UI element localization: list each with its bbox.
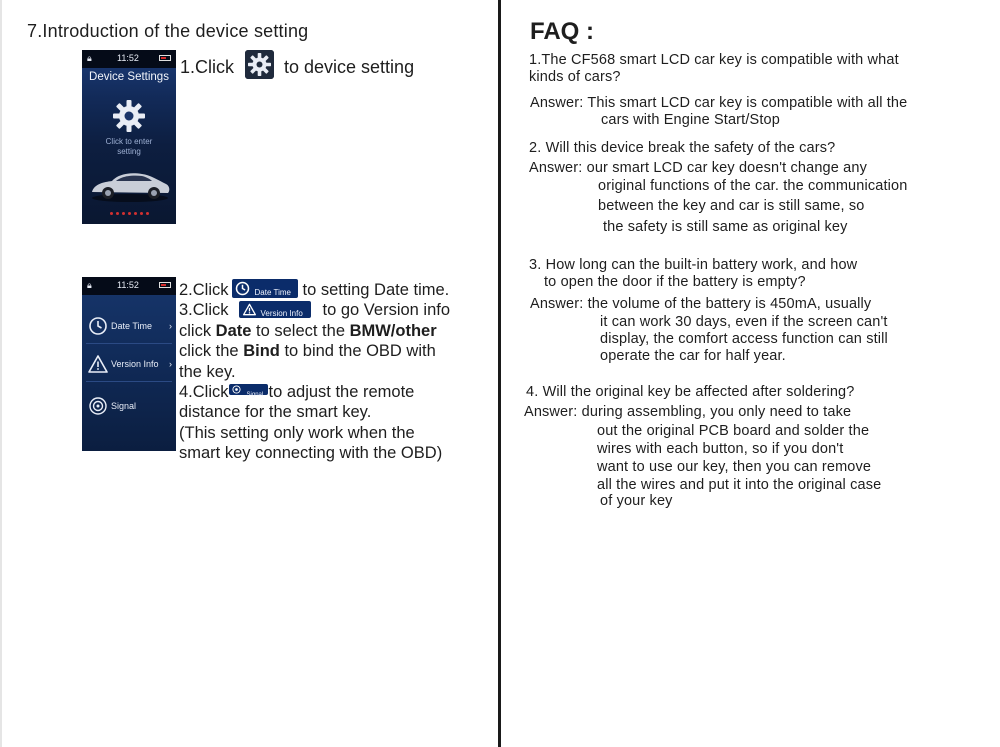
status-time: 11:52 <box>117 53 139 63</box>
settings-menu-screenshot <box>82 277 176 451</box>
menu-separator <box>86 381 172 382</box>
car-icon <box>88 162 172 204</box>
faq-a3-line-3: display, the comfort access function can still <box>600 331 888 347</box>
faq-title: FAQ : <box>530 18 594 45</box>
section-title: 7.Introduction of the device setting <box>27 21 309 41</box>
lock-icon: 🔒︎ <box>87 280 92 290</box>
lock-icon: 🔒︎ <box>87 53 92 63</box>
status-bar <box>82 50 176 68</box>
step1-text: 1.Click <box>180 57 235 77</box>
faq-a2-line-2: original functions of the car. the communication <box>598 178 908 194</box>
status-bar <box>82 277 176 295</box>
signal-icon <box>88 396 108 416</box>
faq-q3-line-2: to open the door if the battery is empty? <box>544 274 806 290</box>
faq-q1-line-2: kinds of cars? <box>529 69 621 85</box>
menu-item-date-time <box>82 313 176 341</box>
menu-separator <box>86 343 172 344</box>
battery-icon <box>159 282 171 288</box>
bind-line: click the Bind to bind the OBD with <box>179 342 436 361</box>
column-divider <box>498 0 501 747</box>
faq-q2-line-1: 2. Will this device break the safety of the cars? <box>529 140 836 156</box>
menu-item-label: Signal <box>111 401 137 411</box>
faq-a2-line-4: the safety is still same as original key <box>603 219 848 235</box>
settings-gear-button-icon <box>245 50 274 79</box>
faq-q3-line-1: 3. How long can the built-in battery work, and how <box>529 257 858 273</box>
step4-line: 4.Click Signal to adjust the remote <box>179 382 415 401</box>
faq-a3-line-2: it can work 30 days, even if the screen can't <box>600 314 888 330</box>
date-line: click Date to select the BMW/other <box>179 321 437 340</box>
faq-a2-line-1: Answer: our smart LCD car key doesn't change any <box>529 160 867 176</box>
faq-a3-line-1: Answer: the volume of the battery is 450mA, usually <box>530 296 872 312</box>
distance-line: distance for the smart key. <box>179 403 372 422</box>
step3-line: 3.Click Version Info to go Version info <box>179 301 451 320</box>
note-line-1: (This setting only work when the <box>179 423 415 442</box>
warning-triangle-icon <box>88 354 108 374</box>
step2-line: 2.Click Date Time to setting Date time. <box>179 281 450 299</box>
warning-triangle-icon <box>242 303 257 316</box>
screen-hint: Click to enter setting <box>105 137 153 156</box>
signal-icon <box>232 385 241 394</box>
menu-item-version-info <box>82 351 176 379</box>
gear-icon <box>111 98 147 134</box>
status-time: 11:52 <box>117 280 139 290</box>
page-edge <box>0 0 2 747</box>
clock-icon <box>235 281 250 296</box>
key-line: the key. <box>179 362 236 381</box>
faq-a4-line-6: of your key <box>600 493 673 509</box>
signal-button: Signal <box>229 384 268 395</box>
steps-text <box>179 280 495 464</box>
note-line-2: smart key connecting with the OBD) <box>179 444 443 463</box>
chevron-right-icon: › <box>169 359 172 369</box>
faq-q4-line-1: 4. Will the original key be affected after soldering? <box>526 384 855 400</box>
clock-icon <box>88 316 108 336</box>
faq-a4-line-3: wires with each button, so if you don't <box>597 441 844 457</box>
page-indicator <box>110 212 149 215</box>
battery-icon <box>159 55 171 61</box>
chevron-right-icon: › <box>169 321 172 331</box>
faq-a4-line-4: want to use our key, then you can remove <box>597 459 872 475</box>
faq-a4-line-2: out the original PCB board and solder the <box>597 423 870 439</box>
faq-a1-line-2: cars with Engine Start/Stop <box>601 112 780 128</box>
step1-suffix: to device setting <box>284 57 415 77</box>
faq-q1-line-1: 1.The CF568 smart LCD car key is compatible with what <box>529 52 899 68</box>
menu-item-signal <box>82 393 176 421</box>
faq-a4-line-1: Answer: during assembling, you only need to take <box>524 404 852 420</box>
device-settings-screenshot <box>82 50 176 224</box>
faq-a3-line-4: operate the car for half year. <box>600 348 786 364</box>
faq-a4-line-5: all the wires and put it into the original case <box>597 477 882 493</box>
menu-item-label: Date Time <box>111 321 153 331</box>
menu-item-label: Version Info <box>111 359 159 369</box>
version-info-button: Version Info <box>239 301 311 318</box>
faq-a1-line-1: Answer: This smart LCD car key is compatible with all the <box>530 95 908 111</box>
faq-a2-line-3: between the key and car is still same, so <box>598 198 865 214</box>
screen-title: Device Settings <box>89 71 169 83</box>
date-time-button: Date Time <box>232 279 298 298</box>
